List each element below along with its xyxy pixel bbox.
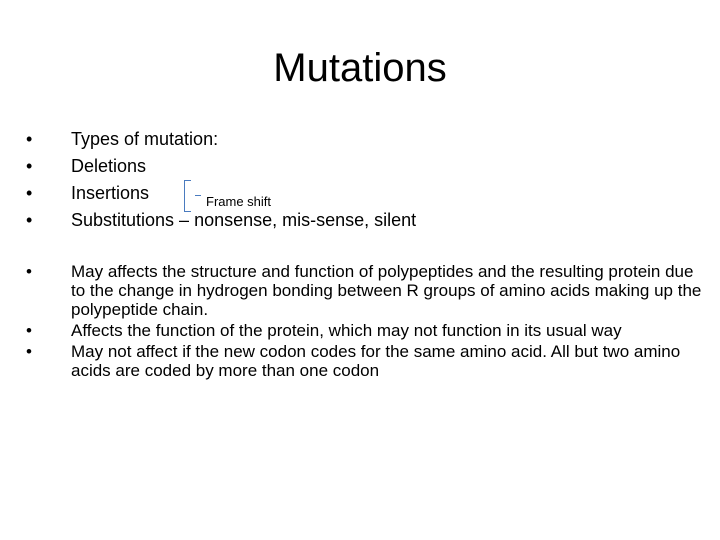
list-item-text: Deletions	[71, 156, 147, 176]
bullet-icon: •	[26, 210, 33, 230]
bullet-icon: •	[26, 262, 32, 281]
list-item-text: Insertions	[71, 183, 150, 203]
mutation-effects-list	[26, 262, 706, 382]
list-item	[26, 321, 706, 340]
list-item-text: May affects the structure and function of polypeptides and the resulting protein due to the change in hydrogen bonding between R groups of amino acids making up the polypeptide chain.	[71, 262, 702, 319]
frame-shift-bracket	[184, 180, 191, 212]
list-item	[26, 262, 706, 319]
list-item-text: Substitutions – nonsense, mis-sense, silent	[71, 210, 417, 230]
list-item-text: Types of mutation:	[71, 129, 219, 149]
list-item	[26, 153, 416, 180]
slide-title: Mutations	[273, 46, 447, 90]
list-item-text: Affects the function of the protein, which may not function in its usual way	[71, 321, 622, 340]
mutation-types-list	[26, 126, 416, 234]
frame-shift-bracket-tick	[195, 195, 201, 196]
bullet-icon: •	[26, 156, 33, 176]
bullet-icon: •	[26, 183, 33, 203]
list-item-text: May not affect if the new codon codes for the same amino acid. All but two amino acids are coded by more than one codon	[71, 342, 681, 380]
list-item	[26, 207, 416, 234]
bullet-icon: •	[26, 342, 32, 361]
list-item	[26, 126, 416, 153]
frame-shift-label: Frame shift	[206, 194, 272, 209]
bullet-icon: •	[26, 129, 33, 149]
bullet-icon: •	[26, 321, 32, 340]
list-item	[26, 342, 706, 380]
